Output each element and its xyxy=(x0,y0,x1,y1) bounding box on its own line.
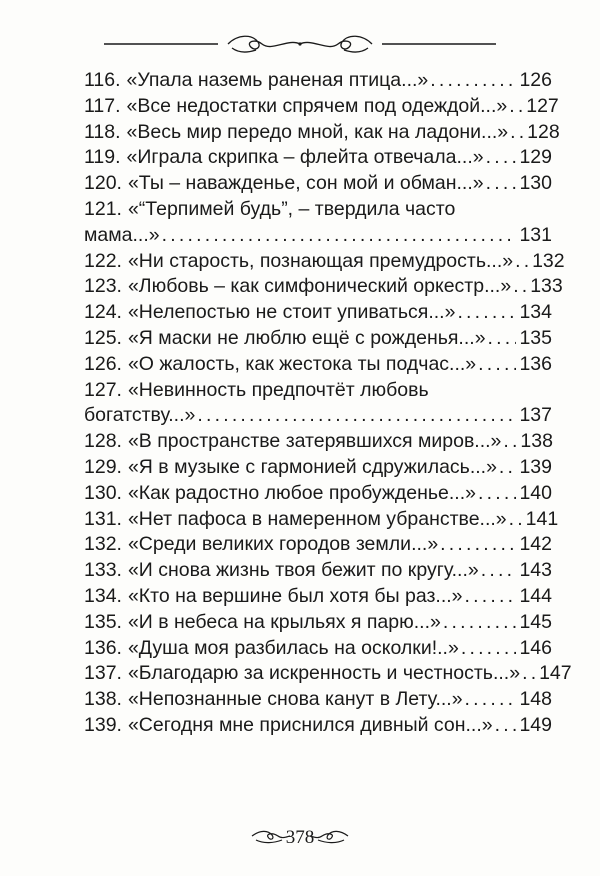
entry-page-number: 139 xyxy=(519,455,552,478)
dot-leader xyxy=(478,481,516,507)
entry-page-number: 126 xyxy=(519,69,552,91)
toc-entry-continuation[interactable] xyxy=(84,403,552,429)
dot-leader xyxy=(465,687,517,713)
toc-entry[interactable] xyxy=(84,68,552,94)
entry-number: 126. xyxy=(84,352,122,375)
dot-leader xyxy=(522,661,536,687)
top-ornament-divider xyxy=(0,28,600,68)
entry-number: 131. xyxy=(84,507,122,530)
toc-entry[interactable] xyxy=(84,378,552,404)
entry-page-number: 131 xyxy=(519,223,552,246)
entry-number: 129. xyxy=(84,455,122,478)
toc-entry[interactable] xyxy=(84,584,552,610)
entry-title: «Я в музыке с гармонией сдружилась...» xyxy=(127,455,497,478)
dot-leader xyxy=(509,507,523,533)
entry-number: 133. xyxy=(84,559,122,582)
toc-entry[interactable] xyxy=(84,507,559,533)
entry-number: 135. xyxy=(84,610,122,633)
table-of-contents xyxy=(84,68,572,739)
entry-title: «Играла скрипка – флейта отвечала...» xyxy=(126,146,484,169)
entry-title: «Любовь – как симфонический оркестр...» xyxy=(127,275,512,298)
entry-title: «Нет пафоса в намеренном убранстве...» xyxy=(127,507,507,530)
dot-leader xyxy=(513,274,527,300)
toc-entry[interactable] xyxy=(84,171,552,197)
entry-page-number: 149 xyxy=(519,713,552,736)
toc-entry[interactable] xyxy=(84,481,552,507)
page-number: 378 xyxy=(285,827,315,848)
dot-leader xyxy=(197,403,516,429)
entry-title: «Ни старость, познающая премудрость...» xyxy=(127,249,514,272)
toc-entry[interactable] xyxy=(84,120,560,146)
entry-number: 116. xyxy=(84,69,121,91)
toc-entry[interactable] xyxy=(84,687,552,713)
entry-number: 117. xyxy=(84,94,121,117)
entry-number: 123. xyxy=(84,275,122,298)
toc-entry[interactable] xyxy=(84,429,552,455)
entry-title: «Упала наземь раненая птица...» xyxy=(126,69,429,91)
toc-entry-continuation[interactable] xyxy=(84,223,552,249)
entry-title: «И в небеса на крыльях я парю...» xyxy=(127,610,441,633)
dot-leader xyxy=(515,249,529,275)
entry-number: 132. xyxy=(84,533,122,556)
entry-number: 120. xyxy=(84,172,122,195)
entry-page-number: 136 xyxy=(519,352,552,375)
entry-page-number: 145 xyxy=(519,610,552,633)
toc-entry[interactable] xyxy=(84,610,552,636)
entry-page-number: 135 xyxy=(519,326,552,349)
entry-title: «Кто на вершине был хотя бы раз...» xyxy=(127,584,463,607)
entry-page-number: 133 xyxy=(530,275,563,298)
entry-title: «В пространстве затерявшихся миров...» xyxy=(127,430,502,453)
toc-entry[interactable] xyxy=(84,455,552,481)
entry-number: 122. xyxy=(84,249,122,272)
dot-leader xyxy=(486,145,517,171)
entry-number: 139. xyxy=(84,713,122,736)
toc-entry[interactable] xyxy=(84,636,552,662)
entry-title: «Нелепостью не стоит упиваться...» xyxy=(127,301,456,324)
entry-title: «И снова жизнь твоя бежит по кругу...» xyxy=(127,559,479,582)
entry-title-continuation: богатству...» xyxy=(84,404,196,427)
entry-page-number: 138 xyxy=(520,430,553,453)
dot-leader xyxy=(457,300,516,326)
entry-page-number: 143 xyxy=(519,559,552,582)
entry-title: «Как радостно любое пробужденье...» xyxy=(127,481,476,504)
entry-title: «Все недостатки спрячем под одеждой...» xyxy=(126,94,508,117)
toc-entry[interactable] xyxy=(84,249,565,275)
dot-leader xyxy=(440,532,516,558)
toc-entry[interactable] xyxy=(84,558,552,584)
entry-page-number: 144 xyxy=(519,584,552,607)
dot-leader xyxy=(461,636,517,662)
entry-title: «Душа моя разбилась на осколки!..» xyxy=(127,636,459,659)
entry-number: 127. xyxy=(84,378,122,401)
toc-entry[interactable] xyxy=(84,197,552,223)
dot-leader xyxy=(495,713,517,739)
toc-entry[interactable] xyxy=(84,326,552,352)
entry-number: 134. xyxy=(84,584,122,607)
dot-leader xyxy=(443,610,517,636)
entry-page-number: 147 xyxy=(539,662,572,685)
toc-entry[interactable] xyxy=(84,532,552,558)
dot-leader xyxy=(478,352,516,378)
entry-title: «Благодарю за искренность и честность...» xyxy=(127,662,521,685)
entry-page-number: 142 xyxy=(519,533,552,556)
toc-entry[interactable] xyxy=(84,713,552,739)
entry-page-number: 148 xyxy=(519,688,552,711)
entry-title: «Непознанные снова канут в Лету...» xyxy=(127,688,463,711)
toc-entry[interactable] xyxy=(84,661,572,687)
dot-leader xyxy=(503,429,517,455)
entry-title: «Ты – наважденье, сон мой и обман...» xyxy=(127,172,484,195)
dot-leader xyxy=(488,326,517,352)
dot-leader xyxy=(510,120,524,146)
dot-leader xyxy=(481,558,517,584)
entry-title: «“Терпимей будь”, – твердила часто xyxy=(127,197,456,220)
entry-page-number: 127 xyxy=(526,94,559,117)
entry-number: 121. xyxy=(84,197,122,220)
entry-number: 137. xyxy=(84,662,122,685)
entry-title: «О жалость, как жестока ты подчас...» xyxy=(127,352,477,375)
entry-page-number: 132 xyxy=(532,249,565,272)
toc-entry[interactable] xyxy=(84,352,552,378)
entry-page-number: 141 xyxy=(525,507,559,530)
dot-leader xyxy=(465,584,517,610)
dot-leader xyxy=(486,171,517,197)
entry-page-number: 134 xyxy=(519,301,552,324)
dot-leader xyxy=(509,94,523,120)
dot-leader xyxy=(430,68,516,94)
entry-number: 119. xyxy=(84,146,121,169)
entry-title-continuation: мама...» xyxy=(84,223,160,246)
dot-leader xyxy=(499,455,517,481)
entry-title: «Я маски не люблю ещё с рожденья...» xyxy=(127,326,486,349)
entry-title: «Невинность предпочтёт любовь xyxy=(127,378,429,401)
entry-page-number: 140 xyxy=(519,481,552,504)
entry-page-number: 128 xyxy=(527,120,560,143)
entry-page-number: 146 xyxy=(519,636,552,659)
toc-entry[interactable] xyxy=(84,145,552,171)
dot-leader xyxy=(162,223,517,249)
entry-page-number: 137 xyxy=(519,404,552,427)
entry-title: «Сегодня мне приснился дивный сон...» xyxy=(127,713,493,736)
entry-number: 118. xyxy=(84,120,121,143)
entry-number: 124. xyxy=(84,301,122,324)
entry-title: «Среди великих городов земли...» xyxy=(127,533,439,556)
entry-number: 128. xyxy=(84,430,122,453)
entry-number: 136. xyxy=(84,636,122,659)
entry-title: «Весь мир передо мной, как на ладони...» xyxy=(126,120,509,143)
toc-entry[interactable] xyxy=(84,94,559,120)
entry-number: 130. xyxy=(84,481,122,504)
entry-number: 125. xyxy=(84,326,122,349)
toc-entry[interactable] xyxy=(84,274,563,300)
entry-page-number: 129 xyxy=(519,146,552,169)
entry-page-number: 130 xyxy=(519,172,552,195)
toc-entry[interactable] xyxy=(84,300,552,326)
entry-number: 138. xyxy=(84,688,122,711)
